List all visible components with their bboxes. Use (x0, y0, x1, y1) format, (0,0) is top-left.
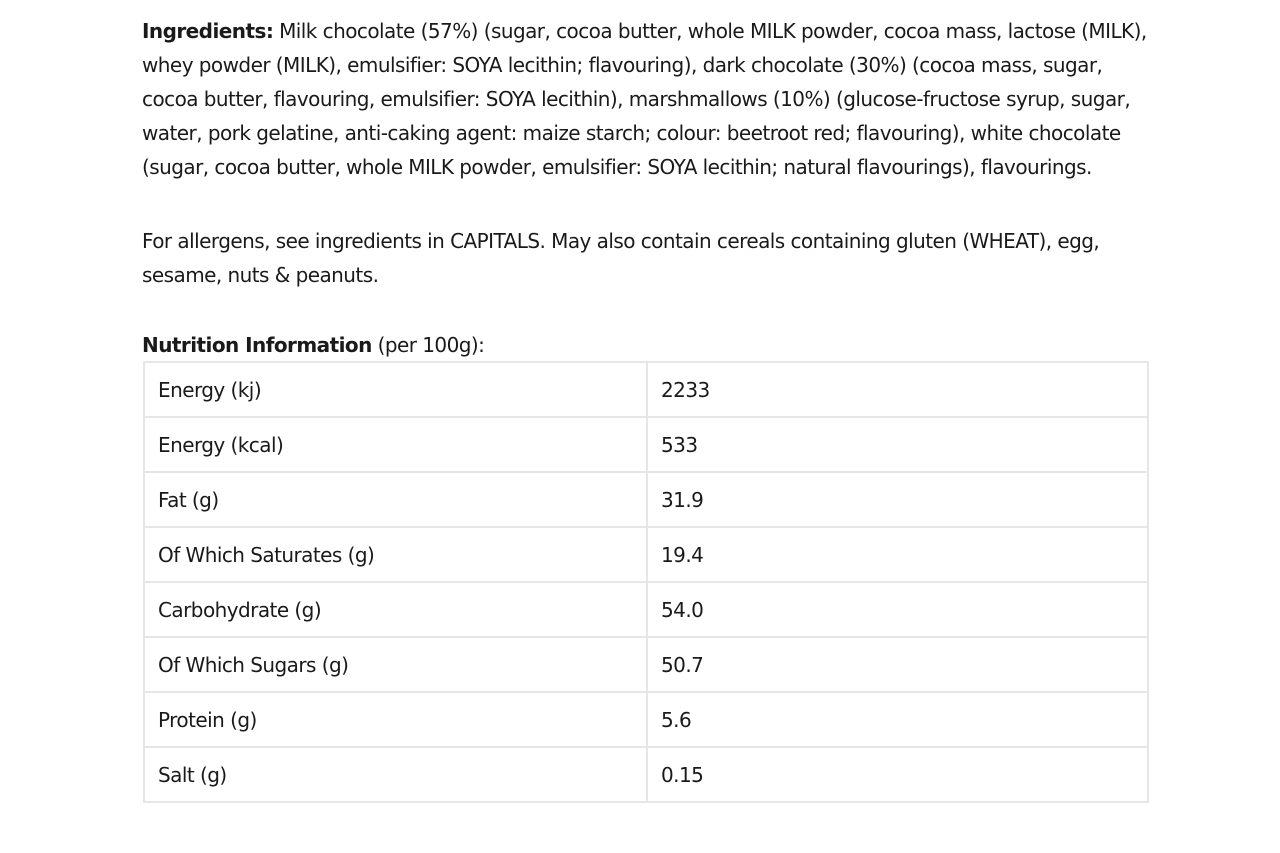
nutrient-label: Fat (g) (144, 472, 647, 527)
ingredients-text: Milk chocolate (57%) (sugar, cocoa butter, whole MILK powder, cocoa mass, lactose (MILK), whey powder (MILK), emulsifier: SOYA lecithin; flavouring), dark chocolate (30%) (cocoa mass, sugar, cocoa butter, flavouring, emulsifier: SOYA lecithin), marshmallows (10%) (glucose-fructose syrup, sugar, water, pork gelatine, anti-caking agent: maize starch; colour: beetroot red; flavouring), white chocolate (sugar, cocoa butter, whole MILK powder, emulsifier: SOYA lecithin; natural flavourings), flavourings. (142, 19, 1147, 179)
nutrient-value: 0.15 (647, 747, 1148, 802)
allergens-paragraph: For allergens, see ingredients in CAPITALS. May also contain cereals containing gluten (WHEAT), egg, sesame, nuts & peanuts. (142, 229, 1100, 287)
nutrient-label: Carbohydrate (g) (144, 582, 647, 637)
nutrient-value: 19.4 (647, 527, 1148, 582)
nutrition-table (143, 361, 1149, 803)
table-row (144, 582, 1148, 637)
ingredients-paragraph (142, 14, 1152, 184)
nutrient-label: Energy (kcal) (144, 417, 647, 472)
nutrition-subtitle: (per 100g): (371, 333, 485, 357)
nutrient-value: 533 (647, 417, 1148, 472)
table-row (144, 692, 1148, 747)
nutrient-value: 54.0 (647, 582, 1148, 637)
nutrient-value: 5.6 (647, 692, 1148, 747)
table-row (144, 362, 1148, 417)
ingredients-label: Ingredients: (142, 19, 274, 43)
nutrient-value: 2233 (647, 362, 1148, 417)
nutrient-label: Protein (g) (144, 692, 647, 747)
nutrient-label: Salt (g) (144, 747, 647, 802)
table-row (144, 527, 1148, 582)
nutrient-label: Of Which Saturates (g) (144, 527, 647, 582)
table-row (144, 637, 1148, 692)
nutrient-value: 31.9 (647, 472, 1148, 527)
nutrition-heading (142, 332, 1152, 358)
table-row (144, 747, 1148, 802)
table-row (144, 417, 1148, 472)
nutrition-title: Nutrition Information (142, 333, 372, 357)
nutrient-label: Of Which Sugars (g) (144, 637, 647, 692)
table-row (144, 472, 1148, 527)
nutrient-label: Energy (kj) (144, 362, 647, 417)
nutrient-value: 50.7 (647, 637, 1148, 692)
product-details (142, 14, 1152, 803)
